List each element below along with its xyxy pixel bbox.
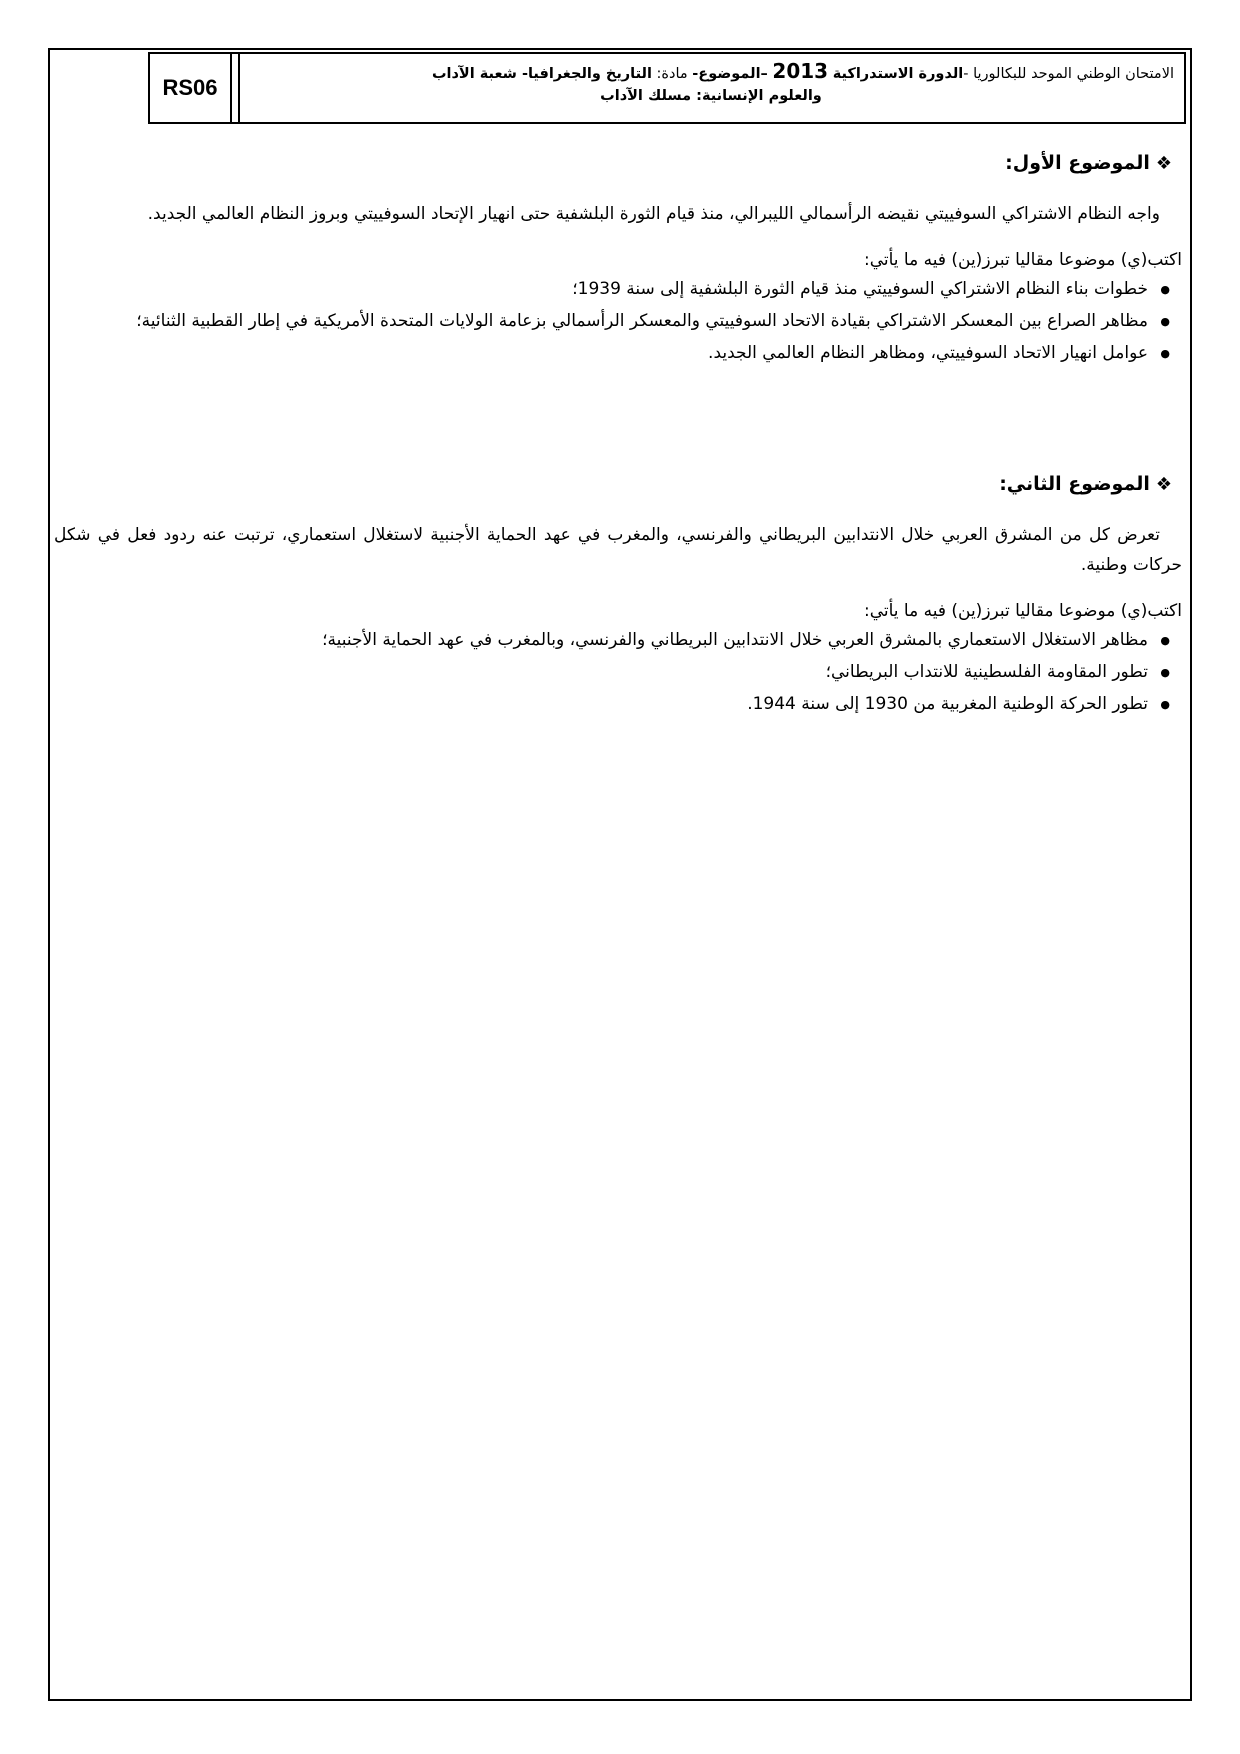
header-year: 2013 [772,59,829,83]
header-text [240,54,1184,122]
subject-2-intro: تعرض كل من المشرق العربي خلال الانتدابين البريطاني والفرنسي، والمغرب في عهد الحماية الأجنبية لاستغلال استعماري، ترتبت عنه ردود فعل في شكل حركات وطنية. [54,525,1182,575]
header-subject-label: مادة: [656,66,688,82]
list-item: ● عوامل انهيار الاتحاد السوفييتي، ومظاهر النظام العالمي الجديد. [54,337,1182,369]
subject-2 [54,469,1182,720]
subject-2-points [54,624,1182,720]
subject-2-title: الموضوع الثاني: [999,473,1150,495]
header-line-1 [248,60,1174,85]
header-exam-name: الامتحان الوطني الموحد للبكالوريا - [963,66,1174,82]
exam-header [148,52,1186,124]
exam-content [54,148,1182,720]
header-line-2: والعلوم الإنسانية: مسلك الآداب [600,88,822,104]
header-divider [232,54,240,122]
subject-1-points [54,273,1182,369]
subject-2-instruction: اكتب(ي) موضوعا مقاليا تبرز(ين) فيه ما يأتي: [863,601,1182,621]
subject-1-instruction: اكتب(ي) موضوعا مقاليا تبرز(ين) فيه ما يأتي: [863,250,1182,270]
subject-1-title: الموضوع الأول: [1005,152,1150,174]
subject-2-heading [54,469,1182,500]
diamond-bullet-icon: ❖ [1155,474,1172,495]
list-item: ● مظاهر الصراع بين المعسكر الاشتراكي بقيادة الاتحاد السوفييتي والمعسكر الرأسمالي بزعامة الولايات المتحدة الأمريكية في إطار القطبية الثنائية؛ [54,305,1182,337]
list-item: ● خطوات بناء النظام الاشتراكي السوفييتي منذ قيام الثورة البلشفية إلى سنة 1939؛ [54,273,1182,305]
header-session: الدورة الاستدراكية [832,66,964,82]
subject-1-intro: واجه النظام الاشتراكي السوفييتي نقيضه الرأسمالي الليبرالي، منذ قيام الثورة البلشفية حتى انهيار الإتحاد السوفييتي وبروز النظام العالمي الجديد. [147,204,1160,224]
list-item: ● تطور المقاومة الفلسطينية للانتداب البريطاني؛ [54,656,1182,688]
list-item: ● مظاهر الاستغلال الاستعماري بالمشرق العربي خلال الانتدابين البريطاني والفرنسي، وبالمغرب في عهد الحماية الأجنبية؛ [54,624,1182,656]
list-item: ● تطور الحركة الوطنية المغربية من 1930 إلى سنة 1944. [54,688,1182,720]
header-topic-label: –الموضوع- [692,66,768,82]
subject-1 [54,148,1182,369]
exam-code: RS06 [150,54,232,122]
subject-1-heading [54,148,1182,179]
diamond-bullet-icon: ❖ [1155,153,1172,174]
header-subject: التاريخ والجغرافيا- شعبة الآداب [431,66,652,82]
